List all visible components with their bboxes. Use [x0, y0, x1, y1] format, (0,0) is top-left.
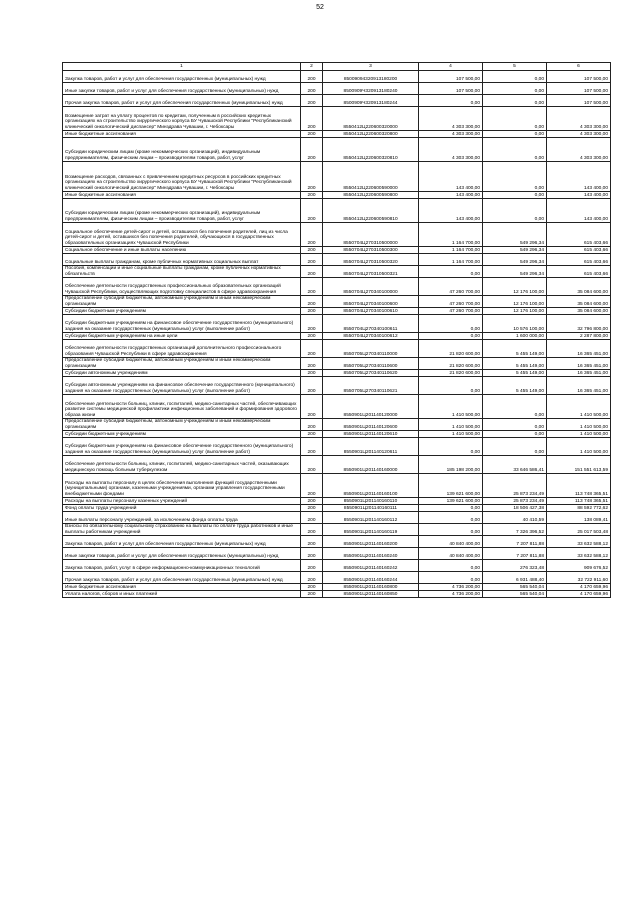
row-code-cell: 8550412Ц220600320810: [323, 138, 419, 162]
row-col2-cell: 200: [301, 162, 323, 192]
row-value-col4: 143 400,00: [419, 199, 483, 223]
table-row: [63, 370, 611, 377]
row-name-cell: Возмещение расходов, связанных с привлечением кредитных ресурсов в российских кредитных организациях на строительство хирургического корпуса БУ Чувашской Республики "Республиканский клинический онкологический диспансер" Минздрава Чувашии, г. Чебоксары: [63, 162, 301, 192]
row-value-col5: 0,00: [483, 71, 547, 83]
row-name-cell: Субсидии бюджетным учреждениям: [63, 308, 301, 315]
header-col-2: 2: [301, 63, 323, 71]
row-col2-cell: 200: [301, 358, 323, 370]
row-value-col6: 107 500,00: [547, 71, 611, 83]
row-value-col6: 113 748 365,51: [547, 474, 611, 498]
row-col2-cell: 200: [301, 505, 323, 512]
row-value-col6: 143 400,00: [547, 162, 611, 192]
table-row: [63, 278, 611, 296]
page-number: 52: [316, 4, 324, 11]
row-code-cell: 8550901Ц201140120611: [323, 438, 419, 456]
row-value-col6: 138 089,41: [547, 512, 611, 524]
row-col2-cell: 200: [301, 278, 323, 296]
row-code-cell: 8550704Ц270310500000: [323, 223, 419, 247]
row-value-col6: 107 500,00: [547, 83, 611, 95]
row-col2-cell: 200: [301, 266, 323, 278]
row-value-col4: 1 164 700,00: [419, 223, 483, 247]
row-name-cell: Прочая закупка товаров, работ и услуг для обеспечения государственных (муниципальных) нужд: [63, 572, 301, 584]
table-row: [63, 438, 611, 456]
row-name-cell: Прочая закупка товаров, работ и услуг для обеспечения государственных (муниципальных) нужд: [63, 95, 301, 107]
table-row: [63, 254, 611, 266]
row-name-cell: Закупка товаров, работ и услуг для обеспечения государственных (муниципальных) нужд: [63, 71, 301, 83]
row-value-col5: 276 323,48: [483, 560, 547, 572]
row-code-cell: 8550901Ц201140160100: [323, 474, 419, 498]
header-col-1: 1: [63, 63, 301, 71]
row-col2-cell: 200: [301, 584, 323, 591]
row-name-cell: Закупка товаров, работ, услуг в сфере информационно-коммуникационных технологий: [63, 560, 301, 572]
row-value-col4: 4 303 300,00: [419, 131, 483, 138]
row-value-col4: 1 410 500,00: [419, 431, 483, 438]
row-code-cell: 8550705Ц270340110621: [323, 377, 419, 395]
row-code-cell: 8500909Ч320913180240: [323, 83, 419, 95]
row-value-col5: 0,00: [483, 162, 547, 192]
row-code-cell: 8550901Ц201140160242: [323, 560, 419, 572]
row-value-col5: 12 176 100,00: [483, 296, 547, 308]
row-value-col5: 12 176 100,00: [483, 308, 547, 315]
row-value-col5: 0,00: [483, 107, 547, 131]
row-value-col5: 0,00: [483, 83, 547, 95]
row-value-col6: 1 410 500,00: [547, 419, 611, 431]
table-row: [63, 315, 611, 333]
row-value-col4: 47 260 700,00: [419, 308, 483, 315]
row-col2-cell: 200: [301, 560, 323, 572]
row-value-col4: 0,00: [419, 266, 483, 278]
row-col2-cell: 200: [301, 572, 323, 584]
table-row: [63, 456, 611, 474]
row-name-cell: Предоставление субсидий бюджетным, автономным учреждениям и иным некоммерческим организациям: [63, 419, 301, 431]
row-col2-cell: 200: [301, 474, 323, 498]
row-value-col6: 909 676,52: [547, 560, 611, 572]
row-value-col6: 1 410 500,00: [547, 431, 611, 438]
row-code-cell: 8550704Ц270310500321: [323, 266, 419, 278]
row-name-cell: Иные бюджетные ассигнования: [63, 192, 301, 199]
row-name-cell: Иные бюджетные ассигнования: [63, 584, 301, 591]
row-name-cell: Социальное обеспечение детей-сирот и детей, оставшихся без попечения родителей, лиц из числа детей-сирот и детей, оставшихся без попечения родителей, обучающихся в государственных образовательных организациях Чувашской Республики: [63, 223, 301, 247]
row-value-col5: 33 646 586,41: [483, 456, 547, 474]
table-row: [63, 83, 611, 95]
table-row: [63, 131, 611, 138]
row-code-cell: 8550412Ц220600590000: [323, 162, 419, 192]
row-value-col5: 549 296,34: [483, 254, 547, 266]
row-value-col6: 16 365 451,00: [547, 377, 611, 395]
table-row: [63, 431, 611, 438]
row-code-cell: 8550901Ц201140160240: [323, 548, 419, 560]
row-col2-cell: 200: [301, 254, 323, 266]
row-value-col4: 0,00: [419, 572, 483, 584]
row-name-cell: Расходы на выплаты персоналу казенных учреждений: [63, 498, 301, 505]
row-name-cell: Пособия, компенсации и иные социальные выплаты гражданам, кроме публичных нормативных обязательств: [63, 266, 301, 278]
table-row: [63, 266, 611, 278]
row-code-cell: 8550901Ц201140160112: [323, 512, 419, 524]
row-code-cell: 8550901Ц201140120610: [323, 431, 419, 438]
row-col2-cell: 200: [301, 131, 323, 138]
row-value-col6: 615 403,66: [547, 266, 611, 278]
row-col2-cell: 200: [301, 512, 323, 524]
budget-table: [62, 62, 611, 598]
row-col2-cell: 200: [301, 548, 323, 560]
row-name-cell: Возмещение затрат на уплату процентов по кредитам, полученным в российских кредитных организациях на строительство хирургического корпуса БУ Чувашской Республики "Республиканский клинический онкологический диспансер" Минздрава Чувашии, г. Чебоксары: [63, 107, 301, 131]
table-row: [63, 512, 611, 524]
table-row: [63, 308, 611, 315]
row-col2-cell: 200: [301, 315, 323, 333]
row-value-col5: 1 600 000,00: [483, 333, 547, 340]
table-row: [63, 505, 611, 512]
row-value-col5: 10 576 100,00: [483, 315, 547, 333]
table-row: [63, 524, 611, 536]
row-value-col5: 7 207 811,88: [483, 548, 547, 560]
table-row: [63, 572, 611, 584]
row-code-cell: 85009094320913180200: [323, 71, 419, 83]
row-col2-cell: 200: [301, 296, 323, 308]
row-name-cell: Обеспечение деятельности государственных организаций дополнительного профессионального образования Чувашской Республики в сфере здравоохранения: [63, 340, 301, 358]
row-value-col5: 0,00: [483, 431, 547, 438]
header-col-4: 4: [419, 63, 483, 71]
table-row: [63, 192, 611, 199]
row-code-cell: 8550901Ц201140160000: [323, 456, 419, 474]
row-value-col6: 33 632 588,12: [547, 548, 611, 560]
row-value-col6: 143 400,00: [547, 199, 611, 223]
row-value-col5: 25 873 234,49: [483, 474, 547, 498]
row-value-col4: 143 400,00: [419, 192, 483, 199]
row-value-col6: 35 084 600,00: [547, 296, 611, 308]
row-value-col6: 4 170 659,96: [547, 584, 611, 591]
row-name-cell: Обеспечение деятельности больниц, клиник, госпиталей, медико-санитарных частей, обеспечивающих развитие системы медицинской профилактики инфекционных заболеваний и формирования здорового образа жизни: [63, 395, 301, 419]
row-value-col6: 35 084 600,00: [547, 308, 611, 315]
row-value-col6: 113 748 365,51: [547, 498, 611, 505]
row-name-cell: Субсидии юридическим лицам (кроме некоммерческих организаций), индивидуальным предпринимателям, физическим лицам – производителям товаров, работ, услуг: [63, 199, 301, 223]
table-row: [63, 536, 611, 548]
row-col2-cell: 200: [301, 431, 323, 438]
table-row: [63, 498, 611, 505]
row-col2-cell: 200: [301, 340, 323, 358]
row-value-col4: 4 303 300,00: [419, 107, 483, 131]
row-col2-cell: 200: [301, 377, 323, 395]
row-value-col5: 0,00: [483, 199, 547, 223]
budget-table-container: [62, 62, 610, 598]
row-value-col5: 5 455 149,00: [483, 358, 547, 370]
row-value-col6: 35 084 600,00: [547, 278, 611, 296]
table-row: [63, 358, 611, 370]
row-code-cell: 8550704Ц270340100612: [323, 333, 419, 340]
row-value-col6: 1 410 500,00: [547, 438, 611, 456]
row-value-col4: 21 820 600,00: [419, 340, 483, 358]
row-code-cell: 8550412Ц220600590810: [323, 199, 419, 223]
row-col2-cell: 200: [301, 138, 323, 162]
table-row: [63, 138, 611, 162]
row-value-col5: 0,00: [483, 395, 547, 419]
row-col2-cell: 200: [301, 199, 323, 223]
row-name-cell: Иные бюджетные ассигнования: [63, 131, 301, 138]
row-col2-cell: 200: [301, 438, 323, 456]
row-code-cell: 8550901Ц201140120600: [323, 419, 419, 431]
row-value-col6: 151 551 613,59: [547, 456, 611, 474]
row-value-col5: 5 455 149,00: [483, 377, 547, 395]
row-col2-cell: 200: [301, 247, 323, 254]
table-row: [63, 377, 611, 395]
row-value-col6: 615 403,66: [547, 254, 611, 266]
table-body: [63, 71, 611, 598]
row-code-cell: 8550705Ц270340110620: [323, 370, 419, 377]
row-code-cell: 8550705Ц270340110600: [323, 358, 419, 370]
row-col2-cell: 200: [301, 71, 323, 83]
row-col2-cell: 200: [301, 107, 323, 131]
row-code-cell: 8550704Ц270340100000: [323, 278, 419, 296]
row-value-col4: 1 164 700,00: [419, 247, 483, 254]
table-row: [63, 591, 611, 598]
row-value-col4: 0,00: [419, 512, 483, 524]
row-value-col4: 1 410 500,00: [419, 419, 483, 431]
row-value-col6: 4 303 300,00: [547, 107, 611, 131]
row-value-col6: 4 303 300,00: [547, 131, 611, 138]
row-name-cell: Субсидии бюджетным учреждениям на иные цели: [63, 333, 301, 340]
table-row: [63, 584, 611, 591]
header-col-5: 5: [483, 63, 547, 71]
row-value-col4: 47 260 700,00: [419, 278, 483, 296]
row-value-col4: 21 820 600,00: [419, 358, 483, 370]
table-row: [63, 395, 611, 419]
row-code-cell: 8500909Ч320913180244: [323, 95, 419, 107]
row-value-col5: 7 326 396,52: [483, 524, 547, 536]
table-row: [63, 107, 611, 131]
row-code-cell: 8550704Ц270340100611: [323, 315, 419, 333]
row-name-cell: Взносы по обязательному социальному страхованию на выплаты по оплате труда работников и иные выплаты работникам учреждений: [63, 524, 301, 536]
row-value-col5: 549 296,34: [483, 247, 547, 254]
row-value-col4: 0,00: [419, 333, 483, 340]
row-code-cell: 8550704Ц270340100610: [323, 308, 419, 315]
row-value-col4: 0,00: [419, 438, 483, 456]
row-code-cell: 8550901Ц201140120000: [323, 395, 419, 419]
row-value-col6: 615 403,66: [547, 247, 611, 254]
row-value-col4: 21 820 600,00: [419, 370, 483, 377]
table-row: [63, 247, 611, 254]
table-row: [63, 560, 611, 572]
row-value-col5: 25 873 234,49: [483, 498, 547, 505]
row-value-col4: 0,00: [419, 377, 483, 395]
table-header: [63, 63, 611, 71]
row-value-col6: 16 365 451,00: [547, 370, 611, 377]
header-row: [63, 63, 611, 71]
header-col-3: 3: [323, 63, 419, 71]
row-value-col6: 4 303 300,00: [547, 138, 611, 162]
row-col2-cell: 200: [301, 591, 323, 598]
row-name-cell: Иные выплаты персоналу учреждений, за исключением фонда оплаты труда: [63, 512, 301, 524]
row-col2-cell: 200: [301, 524, 323, 536]
row-code-cell: 8550704Ц270310500320: [323, 254, 419, 266]
row-name-cell: Социальное обеспечение и иные выплаты населению: [63, 247, 301, 254]
row-value-col6: 4 170 659,96: [547, 591, 611, 598]
row-code-cell: 8550704Ц270310500300: [323, 247, 419, 254]
row-value-col5: 0,00: [483, 438, 547, 456]
row-value-col6: 2 287 800,00: [547, 333, 611, 340]
row-value-col5: 0,00: [483, 95, 547, 107]
row-name-cell: Фонд оплаты труда учреждений: [63, 505, 301, 512]
row-value-col6: 88 592 772,62: [547, 505, 611, 512]
row-code-cell: 8550901Ц201140160800: [323, 584, 419, 591]
row-name-cell: Закупка товаров, работ и услуг для обеспечения государственных (муниципальных) нужд: [63, 536, 301, 548]
row-col2-cell: 200: [301, 456, 323, 474]
table-row: [63, 95, 611, 107]
row-name-cell: Социальные выплаты гражданам, кроме публичных нормативных социальных выплат: [63, 254, 301, 266]
row-value-col4: 1 164 700,00: [419, 254, 483, 266]
row-col2-cell: 200: [301, 536, 323, 548]
row-value-col4: 47 260 700,00: [419, 296, 483, 308]
row-name-cell: Субсидии бюджетным учреждениям на финансовое обеспечение государственного (муниципального) задания на оказание государственных (муниципальных) услуг (выполнение работ): [63, 438, 301, 456]
row-value-col5: 549 296,34: [483, 223, 547, 247]
row-value-col5: 5 455 149,00: [483, 340, 547, 358]
table-row: [63, 223, 611, 247]
row-col2-cell: 200: [301, 83, 323, 95]
row-value-col4: 185 198 200,00: [419, 456, 483, 474]
header-col-6: 6: [547, 63, 611, 71]
row-name-cell: Субсидии бюджетным учреждениям на финансовое обеспечение государственного (муниципального) задания на оказание государственных (муниципальных) услуг (выполнение работ): [63, 315, 301, 333]
row-col2-cell: 200: [301, 419, 323, 431]
row-name-cell: Иные закупки товаров, работ и услуг для обеспечения государственных (муниципальных) нужд: [63, 548, 301, 560]
row-code-cell: 8550901Ц201140160200: [323, 536, 419, 548]
table-row: [63, 296, 611, 308]
row-value-col5: 0,00: [483, 131, 547, 138]
row-value-col6: 1 410 500,00: [547, 395, 611, 419]
row-value-col4: 40 840 400,00: [419, 548, 483, 560]
row-value-col5: 6 931 488,40: [483, 572, 547, 584]
row-code-cell: 8550901Ц201140160119: [323, 524, 419, 536]
row-name-cell: Обеспечение деятельности больниц, клиник, госпиталей, медико-санитарных частей, оказывающих медицинскую помощь больным туберкулезом: [63, 456, 301, 474]
table-row: [63, 340, 611, 358]
table-row: [63, 419, 611, 431]
row-value-col4: 107 500,00: [419, 71, 483, 83]
row-code-cell: 8550412Ц220600320800: [323, 131, 419, 138]
row-value-col4: 4 303 300,00: [419, 138, 483, 162]
row-value-col4: 0,00: [419, 560, 483, 572]
row-code-cell: 8550901Ц201140160244: [323, 572, 419, 584]
row-col2-cell: 200: [301, 333, 323, 340]
row-value-col6: 32 796 800,00: [547, 315, 611, 333]
row-col2-cell: 200: [301, 308, 323, 315]
row-name-cell: Субсидии юридическим лицам (кроме некоммерческих организаций), индивидуальным предпринимателям, физическим лицам – производителям товаров, работ, услуг: [63, 138, 301, 162]
row-value-col4: 0,00: [419, 505, 483, 512]
row-value-col5: 565 540,04: [483, 584, 547, 591]
row-value-col5: 0,00: [483, 138, 547, 162]
row-code-cell: 8550412Ц220600320000: [323, 107, 419, 131]
table-row: [63, 548, 611, 560]
row-col2-cell: 200: [301, 498, 323, 505]
row-col2-cell: 200: [301, 223, 323, 247]
row-value-col4: 0,00: [419, 315, 483, 333]
row-code-cell: 8550704Ц270340100600: [323, 296, 419, 308]
row-name-cell: Уплата налогов, сборов и иных платежей: [63, 591, 301, 598]
row-name-cell: Предоставление субсидий бюджетным, автономным учреждениям и иным некоммерческим организациям: [63, 358, 301, 370]
row-value-col4: 1 410 500,00: [419, 395, 483, 419]
row-name-cell: Субсидии автономным учреждениям на финансовое обеспечение государственного (муниципального) задания на оказание государственных (муниципальных) услуг (выполнение работ): [63, 377, 301, 395]
row-col2-cell: 200: [301, 95, 323, 107]
row-name-cell: Предоставление субсидий бюджетным, автономным учреждениям и иным некоммерческим организациям: [63, 296, 301, 308]
row-value-col6: 25 017 503,48: [547, 524, 611, 536]
row-value-col5: 18 506 427,38: [483, 505, 547, 512]
row-name-cell: Субсидии автономным учреждениям: [63, 370, 301, 377]
row-name-cell: Обеспечение деятельности государственных профессиональных образовательных организаций Чувашской Республики, осуществляющих подготовку специалистов в сфере здравоохранения: [63, 278, 301, 296]
row-value-col4: 139 621 600,00: [419, 474, 483, 498]
row-value-col5: 0,00: [483, 192, 547, 199]
row-code-cell: 8550901Ц201140160111: [323, 505, 419, 512]
row-code-cell: 8550901Ц201140160850: [323, 591, 419, 598]
row-value-col6: 143 400,00: [547, 192, 611, 199]
row-value-col4: 4 736 200,00: [419, 584, 483, 591]
row-value-col4: 40 840 400,00: [419, 536, 483, 548]
row-value-col4: 0,00: [419, 524, 483, 536]
row-value-col6: 16 365 451,00: [547, 358, 611, 370]
row-value-col4: 0,00: [419, 95, 483, 107]
row-name-cell: Иные закупки товаров, работ и услуг для обеспечения государственных (муниципальных) нужд: [63, 83, 301, 95]
table-row: [63, 333, 611, 340]
row-value-col5: 12 176 100,00: [483, 278, 547, 296]
row-value-col5: 549 296,34: [483, 266, 547, 278]
row-value-col5: 565 540,04: [483, 591, 547, 598]
row-value-col6: 32 722 911,60: [547, 572, 611, 584]
row-name-cell: Расходы на выплаты персоналу в целях обеспечения выполнения функций государственными (муниципальными) органами, казенными учреждениями, органами управления государственными внебюджетными фондами: [63, 474, 301, 498]
row-value-col4: 4 736 200,00: [419, 591, 483, 598]
table-row: [63, 162, 611, 192]
row-value-col4: 107 500,00: [419, 83, 483, 95]
row-code-cell: 8550705Ц270340110000: [323, 340, 419, 358]
row-code-cell: 8550412Ц220600590800: [323, 192, 419, 199]
row-value-col4: 139 621 600,00: [419, 498, 483, 505]
row-value-col6: 16 365 451,00: [547, 340, 611, 358]
row-value-col5: 5 455 149,00: [483, 370, 547, 377]
row-col2-cell: 200: [301, 192, 323, 199]
table-row: [63, 474, 611, 498]
row-value-col5: 40 410,59: [483, 512, 547, 524]
row-value-col4: 143 400,00: [419, 162, 483, 192]
row-value-col6: 615 403,66: [547, 223, 611, 247]
row-value-col5: 0,00: [483, 419, 547, 431]
row-value-col6: 107 500,00: [547, 95, 611, 107]
table-row: [63, 71, 611, 83]
row-value-col6: 33 632 588,12: [547, 536, 611, 548]
row-col2-cell: 200: [301, 395, 323, 419]
row-col2-cell: 200: [301, 370, 323, 377]
row-value-col5: 7 207 811,88: [483, 536, 547, 548]
row-code-cell: 8550901Ц201140160110: [323, 498, 419, 505]
row-name-cell: Субсидии бюджетным учреждениям: [63, 431, 301, 438]
table-row: [63, 199, 611, 223]
